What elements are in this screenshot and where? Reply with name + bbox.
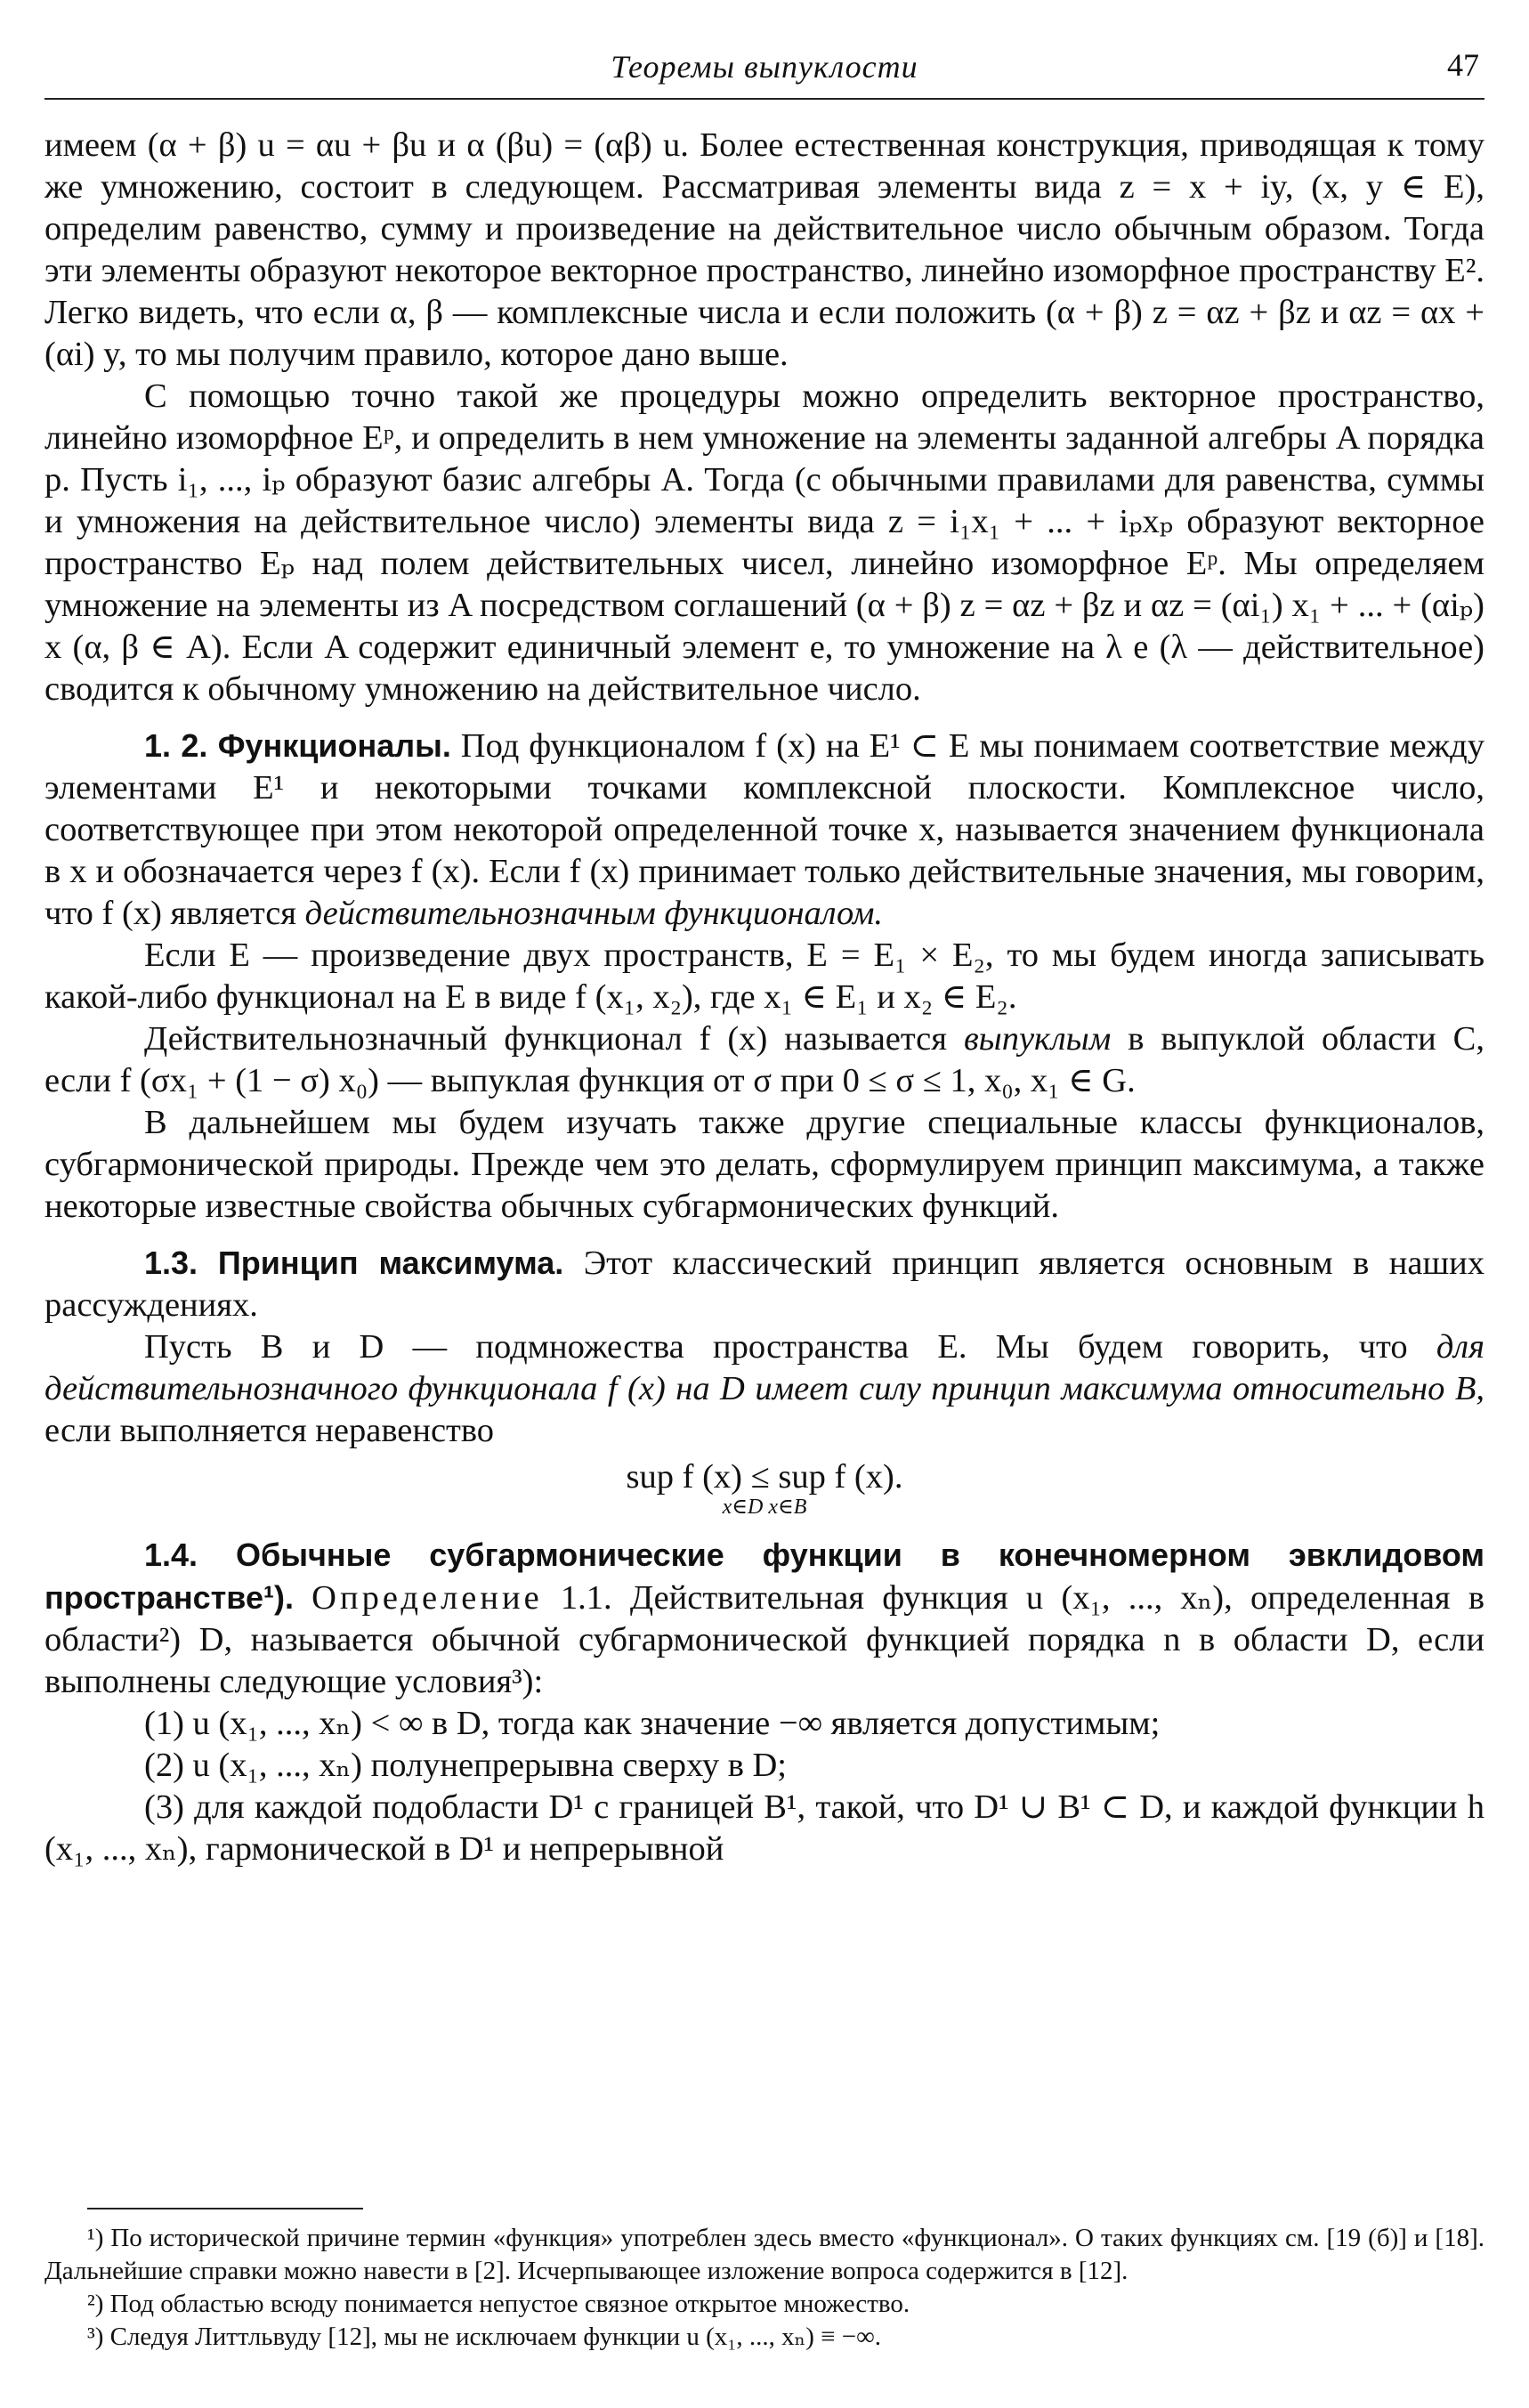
footnote-2: ²) Под областью всюду понимается непустое связное открытое множество. (87, 2290, 910, 2318)
convex-text-a: Действительнозначный функционал f (x) называется (144, 1020, 947, 1058)
formula-subscripts: x∈D x∈B (722, 1496, 807, 1519)
running-head (44, 36, 1485, 100)
section-1-4 (44, 1534, 1485, 1703)
section-1-2 (44, 725, 1485, 935)
max-principle-italic: для действительнозначного функционала f (x) на D имеет силу принцип максимума относительно B, (44, 1328, 1485, 1407)
main-text (44, 125, 1485, 1870)
convex-italic: выпуклым (963, 1020, 1112, 1058)
sup-inequality-formula (44, 1457, 1485, 1520)
footnote-rule (87, 2208, 363, 2209)
convex-text-b: в выпуклой области C, если f (σx₁ + (1 − σ) x₀) — выпуклая функция от σ при 0 ≤ σ ≤ 1, x₀, x₁ ∈ G. (44, 1020, 1485, 1099)
footnotes (44, 2208, 1485, 2354)
section-1-4-text: 1.1. Действительная функция u (x₁, ..., xₙ), определенная в области²) D, называется обычной субгармонической функцией порядка n в области D, если выполнены следующие условия³): (44, 1579, 1485, 1700)
page (44, 36, 1485, 2386)
running-title: Теоремы выпуклости (611, 49, 918, 85)
paragraph-2: С помощью точно такой же процедуры можно определить векторное пространство, линейно изоморфное Eᵖ, и определить в нем умножение на элементы заданной алгебры A порядка p. Пусть i₁, ..., iₚ образуют базис алгебры A. Тогда (с обычными правилами для равенства, суммы и умножения на действительное число) элементы вида z = i₁x₁ + ... + iₚxₚ образуют векторное пространство Eₚ над полем действительных чисел, линейно изоморфное Eᵖ. Мы определяем умножение на элементы из A посредством соглашений (α + β) z = αz + βz и αz = (αi₁) x₁ + ... + (αiₚ) x (α, β ∈ A). Если A содержит единичный элемент e, то умножение на λ e (λ — действительное) сводится к обычному умножению на действительное число. (44, 377, 1485, 708)
max-principle-text-b: если выполняется неравенство (44, 1412, 495, 1449)
section-1-2-text: Под функционалом f (x) на E¹ ⊂ E мы понимаем соответствие между элементами E¹ и некоторыми точками комплексной плоскости. Комплексное число, соответствующее при этом некоторой определенной точке x, называется значением функционала в x и обозначается через f (x). Если f (x) принимает только действительные значения, мы говорим, что f (x) является (44, 727, 1485, 932)
paragraph-further-study: В дальнейшем мы будем изучать также другие специальные классы функционалов, субгармонической природы. Прежде чем это делать, сформулируем принцип максимума, а также некоторые известные свойства обычных субгармонических функций. (44, 1104, 1485, 1225)
paragraph-1: имеем (α + β) u = αu + βu и α (βu) = (αβ) u. Более естественная конструкция, приводящая к тому же умножению, состоит в следующем. Рассматривая элементы вида z = x + iy, (x, y ∈ E), определим равенство, сумму и произведение на действительное число обычным образом. Тогда эти элементы образуют некоторое векторное пространство, линейно изоморфное пространству E². Легко видеть, что если α, β — комплексные числа и если положить (α + β) z = αz + βz и αz = αx + (αi) y, то мы получим правило, которое дано выше. (44, 126, 1485, 373)
section-1-3 (44, 1242, 1485, 1326)
max-principle-text-a: Пусть B и D — подмножества пространства E. Мы будем говорить, что (144, 1328, 1408, 1366)
condition-1: (1) u (x₁, ..., xₙ) < ∞ в D, тогда как значение −∞ является допустимым; (144, 1705, 1161, 1742)
paragraph-convex-functional (44, 1018, 1485, 1102)
formula-main: sup f (x) ≤ sup f (x). (626, 1458, 903, 1496)
paragraph-product-spaces: Если E — произведение двух пространств, E = E₁ × E₂, то мы будем иногда записывать какой-либо функционал на E в виде f (x₁, x₂), где x₁ ∈ E₁ и x₂ ∈ E₂. (44, 936, 1485, 1016)
footnote-1: ¹) По исторической причине термин «функция» употреблен здесь вместо «функционал». О таких функциях см. [19 (б)] и [18]. Дальнейшие справки можно навести в [2]. Исчерпывающее изложение вопроса содержится в [12]. (44, 2224, 1485, 2285)
condition-3: (3) для каждой подобласти D¹ с границей B¹, такой, что D¹ ∪ B¹ ⊂ D, и каждой функции h (x₁, ..., xₙ), гармонической в D¹ и непрерывной (44, 1788, 1485, 1868)
condition-2: (2) u (x₁, ..., xₙ) полунепрерывна сверху в D; (144, 1747, 788, 1784)
section-1-3-text: Этот классический принцип является основным в наших рассуждениях. (44, 1245, 1485, 1324)
paragraph-maximum-principle (44, 1326, 1485, 1452)
definition-label: Определение (311, 1579, 543, 1617)
section-1-2-heading: 1. 2. Функционалы. (144, 727, 451, 764)
section-1-2-italic: действительнозначным функционалом. (304, 895, 884, 932)
footnote-3: ³) Следуя Литтльвуду [12], мы не исключаем функции u (x₁, ..., xₙ) ≡ −∞. (87, 2323, 881, 2351)
section-1-4-heading: 1.4. Обычные субгармонические функции в конечномерном эвклидовом пространстве¹). (44, 1536, 1485, 1616)
page-number: 47 (1447, 47, 1479, 83)
section-1-3-heading: 1.3. Принцип максимума. (144, 1245, 564, 1281)
